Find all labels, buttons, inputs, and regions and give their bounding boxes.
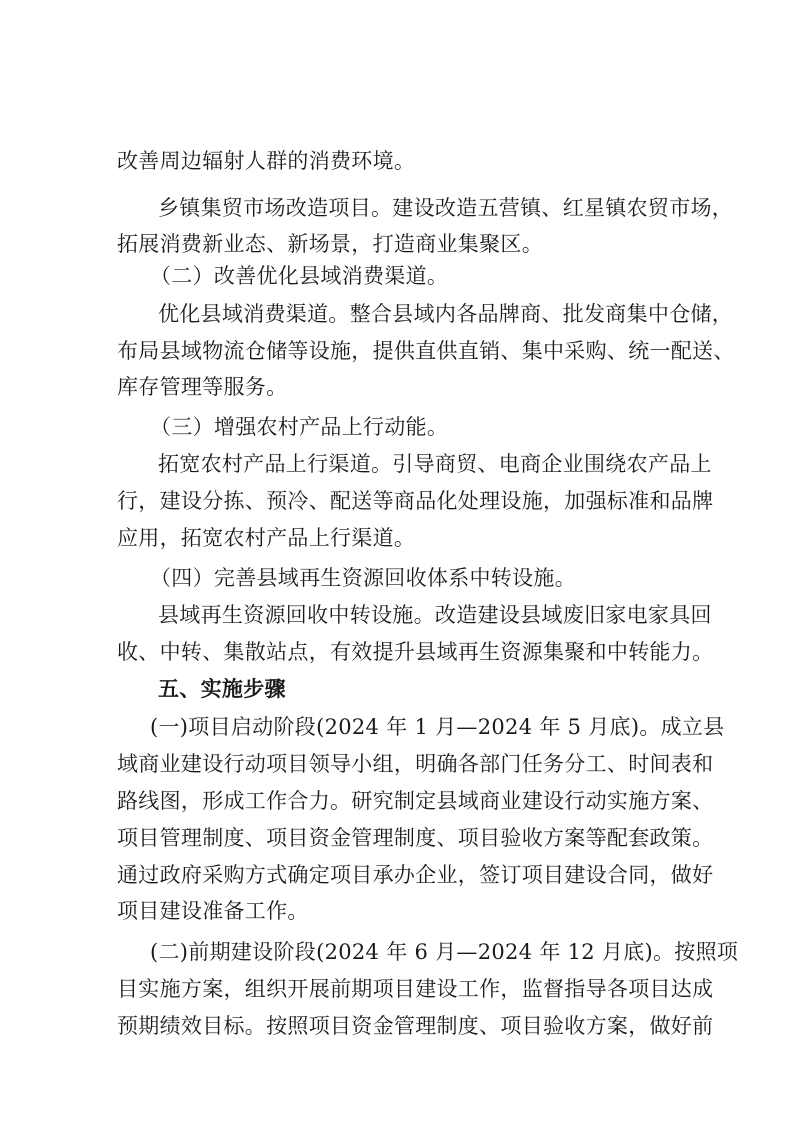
text-line: 行，建设分拣、预冷、配送等商品化处理设施，加强标准和品牌 — [117, 489, 714, 513]
text-line: (一)项目启动阶段(2024 年 1 月—2024 年 5 月底)。成立县 — [150, 715, 725, 739]
text-line: 路线图，形成工作合力。研究制定县域商业建设行动实施方案、 — [117, 789, 714, 813]
text-line: 拓展消费新业态、新场景，打造商业集聚区。 — [117, 232, 543, 256]
text-line: 通过政府采购方式确定项目承办企业，签订项目建设合同，做好 — [117, 863, 714, 887]
text-line: 布局县域物流仓储等设施，提供直供直销、集中采购、统一配送、 — [117, 339, 735, 363]
text-line: 预期绩效目标。按照项目资金管理制度、项目验收方案，做好前 — [117, 1014, 714, 1038]
text-line: 收、中转、集散站点，有效提升县域再生资源集聚和中转能力。 — [117, 640, 714, 664]
section-heading-4: （四）完善县域再生资源回收体系中转设施。 — [150, 566, 576, 590]
text-line: (二)前期建设阶段(2024 年 6 月—2024 年 12 月底)。按照项 — [150, 940, 739, 964]
text-line: 优化县域消费渠道。整合县域内各品牌商、批发商集中仓储， — [158, 302, 734, 326]
section-heading-2: （二）改善优化县域消费渠道。 — [150, 264, 449, 288]
text-line: 域商业建设行动项目领导小组，明确各部门任务分工、时间表和 — [117, 752, 714, 776]
text-line: 项目管理制度、项目资金管理制度、项目验收方案等配套政策。 — [117, 826, 714, 850]
text-line: 拓宽农村产品上行渠道。引导商贸、电商企业围绕农产品上 — [158, 452, 712, 476]
chapter-heading: 五、实施步骤 — [158, 677, 286, 701]
text-line: 项目建设准备工作。 — [117, 899, 309, 923]
section-heading-3: （三）增强农村产品上行动能。 — [150, 415, 449, 439]
text-line: 库存管理等服务。 — [117, 375, 288, 399]
text-line: 县域再生资源回收中转设施。改造建设县域废旧家电家具回 — [158, 603, 712, 627]
text-line: 应用，拓宽农村产品上行渠道。 — [117, 526, 416, 550]
text-line: 改善周边辐射人群的消费环境。 — [117, 149, 416, 173]
text-line: 乡镇集贸市场改造项目。建设改造五营镇、红星镇农贸市场， — [158, 196, 734, 220]
text-line: 目实施方案，组织开展前期项目建设工作，监督指导各项目达成 — [117, 977, 714, 1001]
